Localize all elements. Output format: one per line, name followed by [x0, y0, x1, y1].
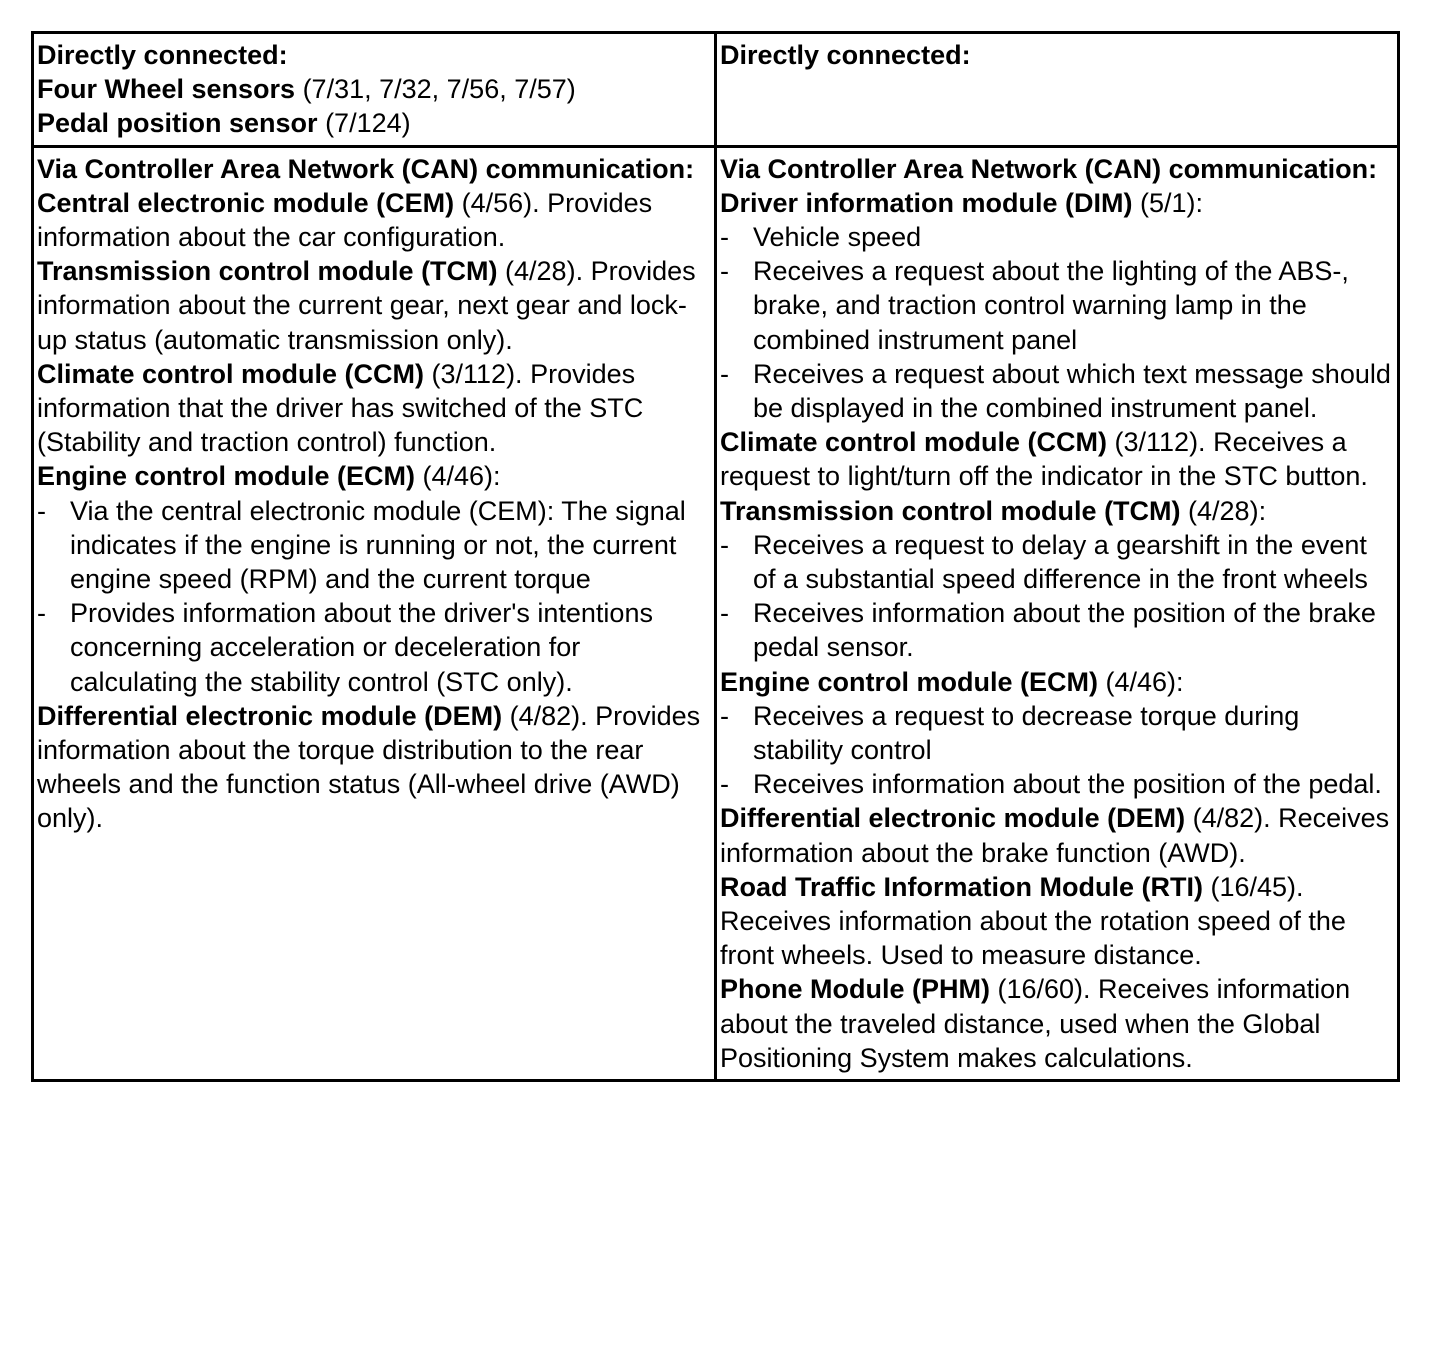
module-name: Differential electronic module (DEM) [720, 803, 1186, 834]
cell-heading: Via Controller Area Network (CAN) communication: [37, 153, 695, 184]
module-description: (5/1): [1132, 187, 1204, 218]
module-entry [37, 106, 710, 140]
module-entry [720, 972, 1393, 1075]
module-name: Pedal position sensor [37, 108, 318, 139]
module-name: Transmission control module (TCM) [720, 495, 1181, 526]
table-row [33, 146, 1399, 1080]
module-description: (4/82). Provides information about the torque distribution to the rear wheels and the function status (All-wheel drive (AWD) only). [37, 700, 701, 834]
cell-heading: Directly connected: [37, 40, 288, 70]
module-entry [37, 699, 710, 836]
module-name: Transmission control module (TCM) [37, 256, 498, 287]
cell-heading: Directly connected: [720, 40, 971, 70]
module-entry [37, 254, 710, 357]
module-entry [720, 665, 1393, 699]
module-description: (16/45). Receives information about the rotation speed of the front wheels. Used to measure distance. [720, 871, 1346, 971]
module-name: Engine control module (ECM) [720, 666, 1098, 697]
module-entry [37, 357, 710, 460]
table-cell-left [33, 33, 716, 147]
module-entry [37, 186, 710, 254]
module-entry [37, 72, 710, 106]
list-item: - Receives a request about which text message should be displayed in the combined instrument panel. [720, 357, 1393, 425]
list-item: - Via the central electronic module (CEM): The signal indicates if the engine is running or not, the current engine speed (RPM) and the current torque [37, 494, 710, 597]
module-name: Driver information module (DIM) [720, 187, 1133, 218]
module-entry [720, 494, 1393, 528]
list-item: - Provides information about the driver's intentions concerning acceleration or deceleration for calculating the stability control (STC only). [37, 596, 710, 699]
table-row [33, 33, 1399, 147]
module-description: (7/124) [317, 108, 411, 139]
module-description: (3/112). Receives a request to light/turn off the indicator in the STC button. [720, 427, 1368, 492]
module-description: (3/112). Provides information that the driver has switched of the STC (Stability and traction control) function. [37, 358, 644, 458]
module-name: Phone Module (PHM) [720, 974, 990, 1005]
table-cell-right [716, 33, 1399, 147]
module-name: Road Traffic Information Module (RTI) [720, 871, 1203, 902]
table-cell-left [33, 146, 716, 1080]
module-description: (4/28): [1180, 495, 1267, 526]
module-entry [720, 186, 1393, 220]
cell-heading: Via Controller Area Network (CAN) communication: [720, 153, 1378, 184]
list-item: - Receives information about the position of the pedal. [720, 767, 1393, 801]
module-description: (4/28). Provides information about the current gear, next gear and lock-up status (automatic transmission only). [37, 256, 696, 355]
module-name: Climate control module (CCM) [37, 358, 425, 389]
module-name: Engine control module (ECM) [37, 461, 415, 492]
signal-table [31, 31, 1400, 1082]
module-description: (4/56). Provides information about the car configuration. [37, 187, 653, 253]
list-item: - Receives a request to delay a gearshift in the event of a substantial speed difference in the front wheels [720, 528, 1393, 596]
module-description: (4/46): [415, 461, 501, 492]
module-entry [720, 801, 1393, 869]
module-entry [720, 870, 1393, 973]
signal-table-body [33, 33, 1399, 1081]
module-description: (4/46): [1098, 666, 1184, 697]
module-description: (7/31, 7/32, 7/56, 7/57) [295, 74, 576, 105]
module-name: Climate control module (CCM) [720, 427, 1108, 458]
module-name: Central electronic module (CEM) [37, 187, 455, 218]
module-name: Differential electronic module (DEM) [37, 700, 503, 731]
table-cell-right [716, 146, 1399, 1080]
list-item: - Vehicle speed [720, 220, 1393, 254]
list-item: - Receives a request about the lighting of the ABS-, brake, and traction control warning lamp in the combined instrument panel [720, 254, 1393, 357]
module-description: (4/82). Receives information about the brake function (AWD). [720, 803, 1390, 868]
module-name: Four Wheel sensors [37, 74, 296, 105]
list-item: - Receives a request to decrease torque during stability control [720, 699, 1393, 767]
list-item: - Receives information about the position of the brake pedal sensor. [720, 596, 1393, 664]
module-description: (16/60). Receives information about the traveled distance, used when the Global Positioning System makes calculations. [720, 974, 1351, 1073]
module-entry [720, 425, 1393, 493]
module-entry [37, 459, 710, 493]
